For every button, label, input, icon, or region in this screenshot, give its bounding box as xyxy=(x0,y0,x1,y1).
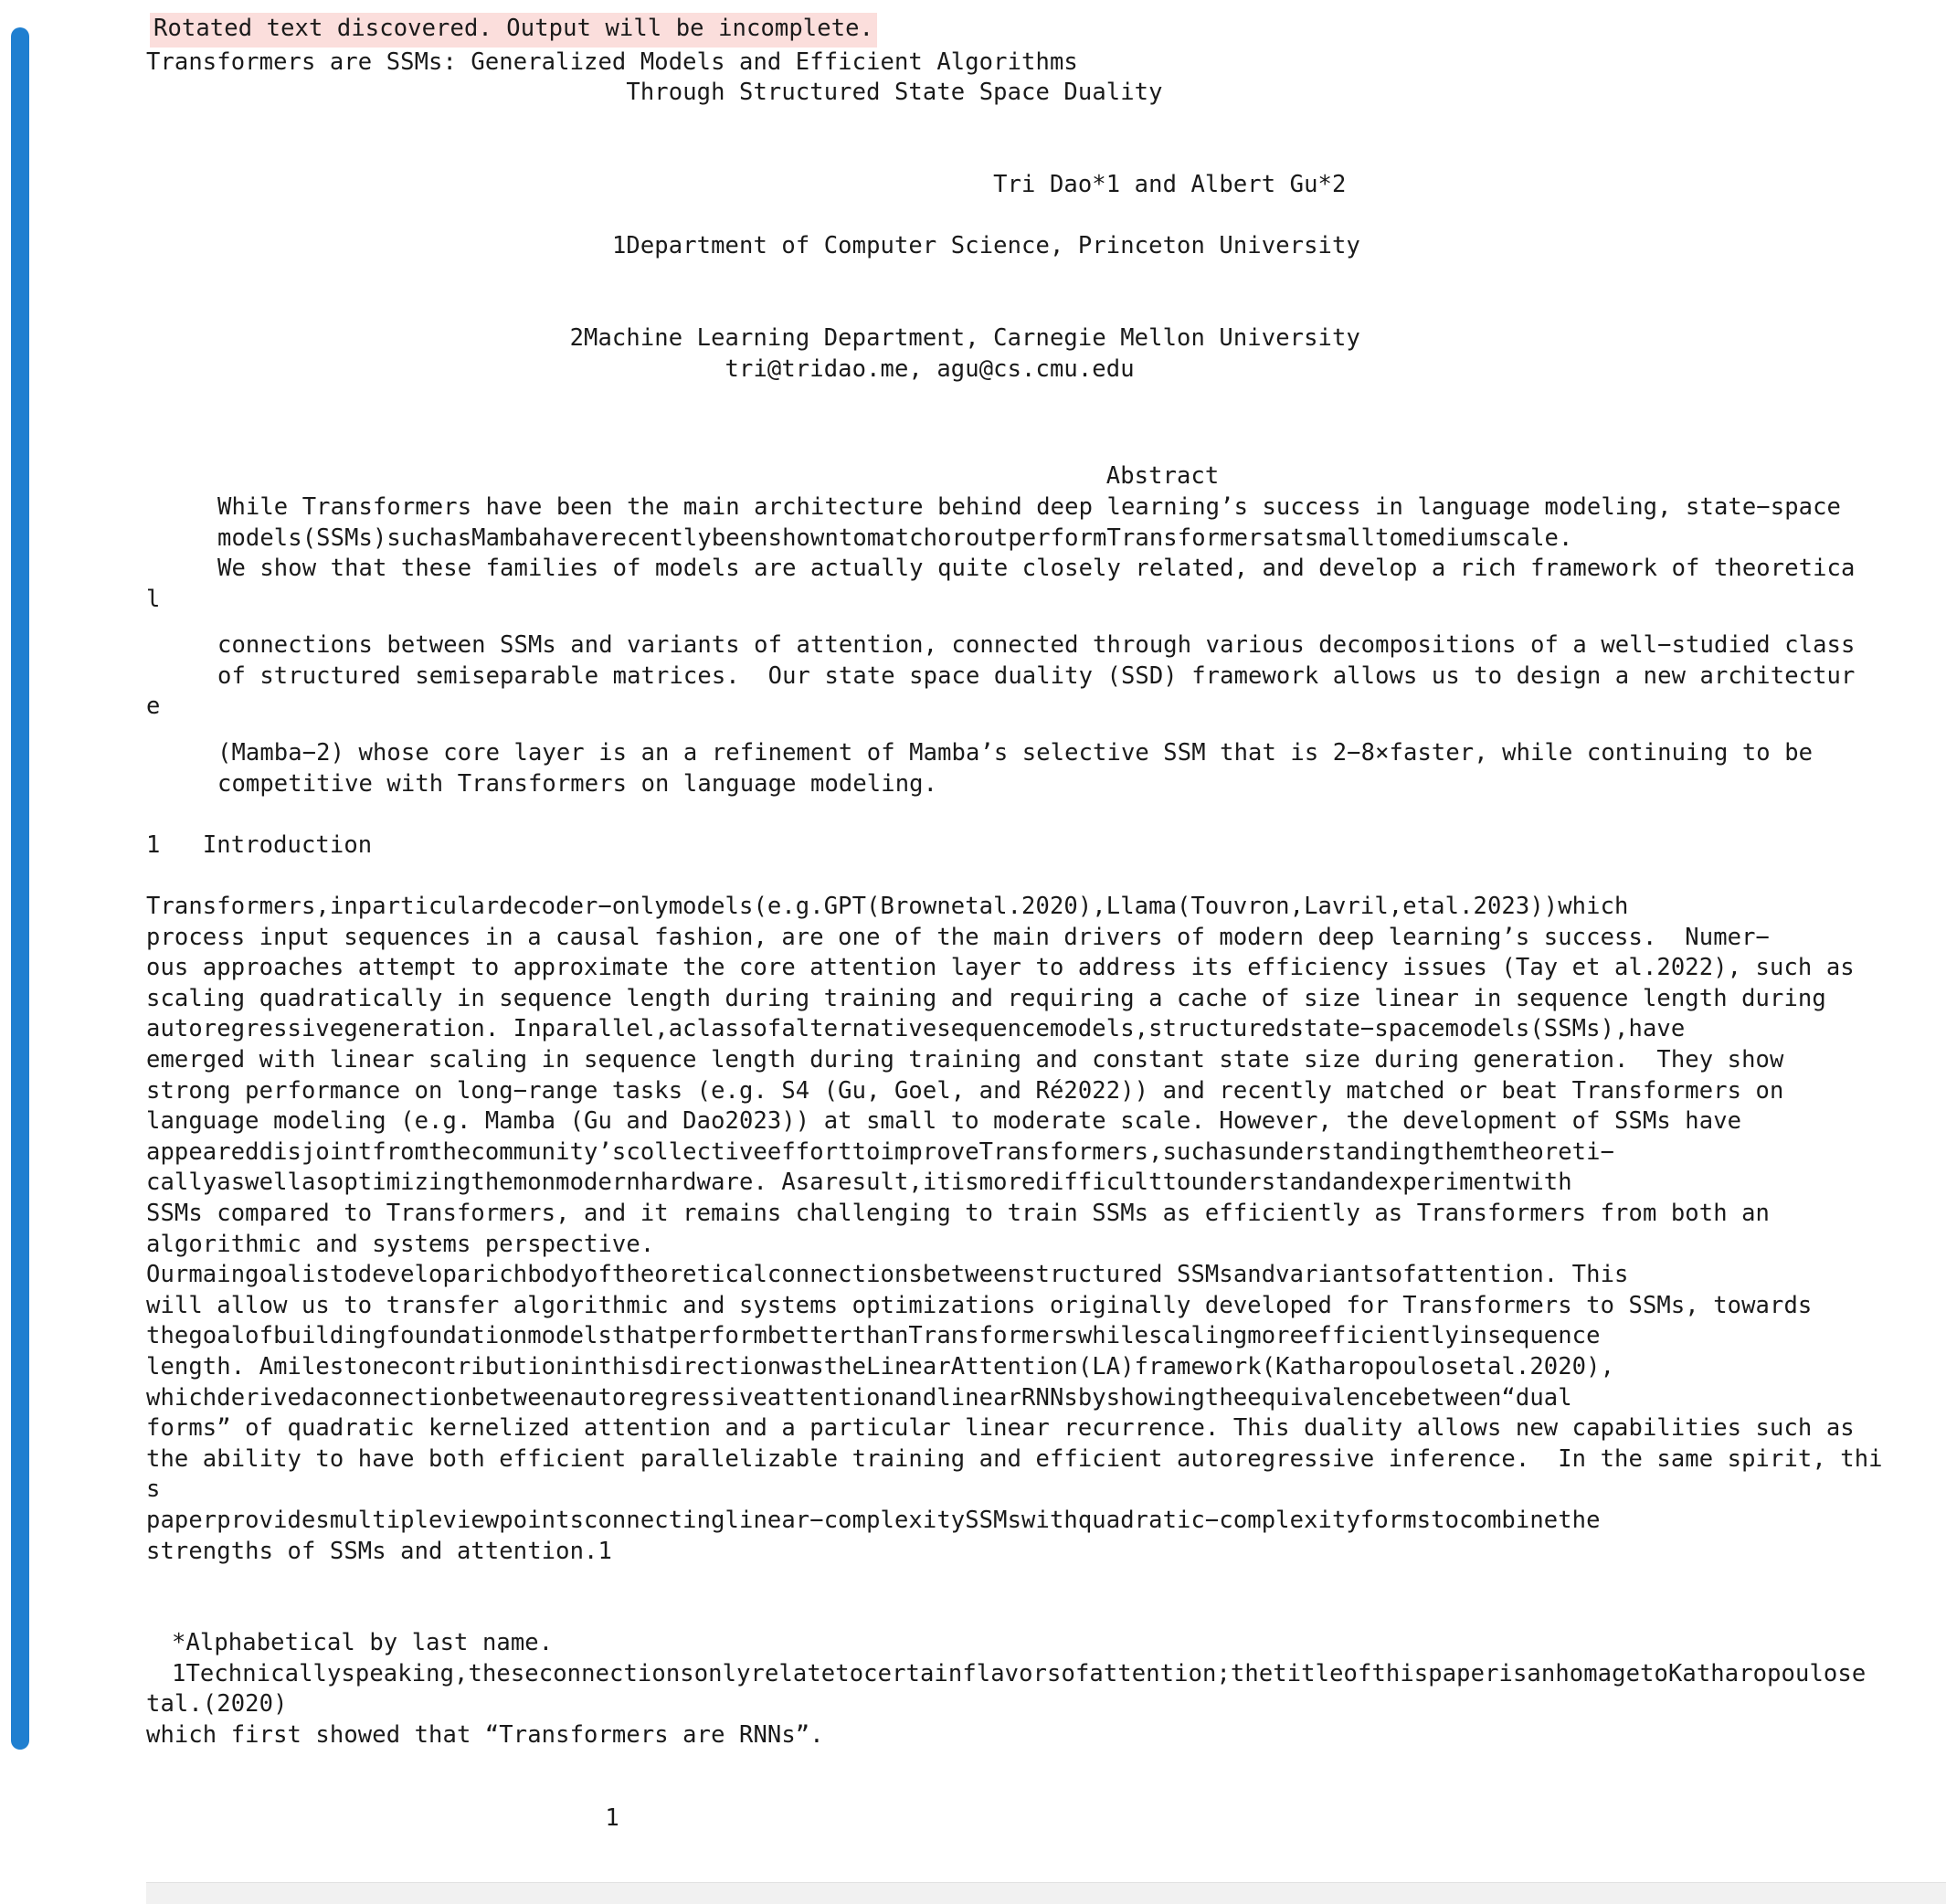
spacer xyxy=(146,1567,1946,1598)
body-line: s xyxy=(146,1476,161,1504)
abstract-line: models(SSMs)suchasMambahaverecentlybeenshowntomatchoroutperformTransformersatsmalltomediumscale. xyxy=(217,524,1573,552)
author-emails: tri@tridao.me, agu@cs.cmu.edu xyxy=(724,354,1135,383)
spacer xyxy=(146,139,1946,170)
affiliation-1: 1Department of Computer Science, Princeton University xyxy=(611,232,1360,260)
vertical-scrollbar[interactable] xyxy=(11,27,29,1750)
body-line: the ability to have both efficient parallelizable training and efficient autoregressive inference. In the same spirit, thi xyxy=(146,1444,1883,1473)
body-line: strong performance on long−range tasks (e.g. S4 (Gu, Goel, and Ré2022)) and recently matched or beat Transformers on xyxy=(146,1076,1784,1105)
abstract-line: competitive with Transformers on language modeling. xyxy=(217,769,938,798)
footnote-overflow-line: tal.(2020) xyxy=(146,1690,288,1719)
author-byline-row xyxy=(146,170,1946,201)
spacer xyxy=(146,861,1946,892)
abstract-line: of structured semiseparable matrices. Our state space duality (SSD) framework allows us to design a new architectur xyxy=(217,661,1856,690)
body-line: Transformers,inparticulardecoder−onlymodels(e.g.GPT(Brownetal.2020),Llama(Touvron,Lavril,etal.2023))which xyxy=(146,893,1629,921)
abstract-line: We show that these families of models are actually quite closely related, and develop a rich framework of theoretica xyxy=(217,555,1856,583)
paper-title-line-2 xyxy=(146,78,1946,109)
affiliation-1-row xyxy=(146,231,1946,262)
body-line: scaling quadratically in sequence length during training and requiring a cache of size linear in sequence length during xyxy=(146,984,1826,1012)
body-line: autoregressivegeneration. Inparallel,aclassofalternativesequencemodels,structuredstate−spacemodels(SSMs),have xyxy=(146,1015,1686,1043)
spacer xyxy=(146,416,1946,447)
body-line: SSMs compared to Transformers, and it remains challenging to train SSMs as efficiently as Transformers from both an xyxy=(146,1199,1771,1227)
body-line: process input sequences in a causal fashion, are one of the main drivers of modern deep learning’s success. Numer− xyxy=(146,923,1771,951)
body-line: callyaswellasoptimizingthemonmodernhardware. Asaresult,itismoredifficulttounderstandandexperimentwith xyxy=(146,1169,1572,1197)
paper-title-line-2-text: Through Structured State Space Duality xyxy=(626,79,1163,107)
body-line: length. AmilestonecontributioninthisdirectionwastheLinearAttention(LA)framework(Katharopoulosetal.2020), xyxy=(146,1352,1615,1380)
spacer xyxy=(146,109,1946,140)
body-line: will allow us to transfer algorithmic and systems optimizations originally developed for Transformers to SSMs, towards xyxy=(146,1291,1813,1319)
section-heading: Introduction xyxy=(202,830,373,859)
spacer xyxy=(146,1598,1946,1629)
page-number-row xyxy=(0,1804,1946,1832)
abstract-line: While Transformers have been the main architecture behind deep learning’s success in language modeling, state−space xyxy=(217,492,1842,521)
author-byline: Tri Dao*1 and Albert Gu*2 xyxy=(993,170,1347,198)
abstract-line: (Mamba−2) whose core layer is an a refinement of Mamba’s selective SSM that is 2−8×faster, while continuing to be xyxy=(217,739,1814,767)
body-line: paperprovidesmultipleviewpointsconnectinglinear−complexitySSMswithquadratic−complexityformstocombinethe xyxy=(146,1506,1601,1534)
body-line: language modeling (e.g. Mamba (Gu and Dao2023)) at small to moderate scale. However, the development of SSMs have xyxy=(146,1107,1742,1136)
footnote-line: *Alphabetical by last name. xyxy=(172,1629,554,1657)
abstract-heading-row xyxy=(146,461,1946,492)
affiliation-2: 2Machine Learning Department, Carnegie Mellon University xyxy=(569,323,1360,352)
spacer xyxy=(146,446,1946,461)
section-heading-row xyxy=(146,830,1946,862)
footnote-line: 1Technicallyspeaking,theseconnectionsonlyrelatetocertainflavorsofattention;thetitleofthispaperisanhomagetoKatharopoulose xyxy=(172,1659,1867,1687)
body-line: forms” of quadratic kernelized attention and a particular linear recurrence. This duality allows new capabilities such as xyxy=(146,1414,1855,1443)
footnote-line: which first showed that “Transformers are RNNs”. xyxy=(146,1721,824,1750)
abstract-overflow-line: l xyxy=(146,585,161,613)
body-line: thegoalofbuildingfoundationmodelsthatperformbetterthanTransformerswhilescalingmoreefficientlyinsequence xyxy=(146,1322,1601,1350)
spacer xyxy=(146,262,1946,293)
body-line: algorithmic and systems perspective. xyxy=(146,1230,655,1258)
spacer xyxy=(146,292,1946,323)
spacer xyxy=(146,723,1946,738)
body-line: Ourmaingoalistodeveloparichbodyoftheoreticalconnectionsbetweenstructured SSMsandvariantsofattention. This xyxy=(146,1261,1629,1289)
section-number: 1 xyxy=(146,830,161,859)
body-line: whichderivedaconnectionbetweenautoregressiveattentionandlinearRNNsbyshowingtheequivalencebetween“dual xyxy=(146,1383,1572,1412)
body-line: emerged with linear scaling in sequence length during training and constant state size during generation. They show xyxy=(146,1046,1784,1074)
spacer xyxy=(146,799,1946,830)
body-line: ous approaches attempt to approximate the core attention layer to address its efficiency issues (Tay et al.2022), such as xyxy=(146,954,1855,982)
paper-title-line-1: Transformers are SSMs: Generalized Models and Efficient Algorithms xyxy=(146,48,1078,76)
spacer xyxy=(146,201,1946,232)
page-bottom-edge xyxy=(146,1882,1946,1904)
extracted-text-page xyxy=(146,0,1946,1882)
body-line: appeareddisjointfromthecommunity’scollectiveefforttoimproveTransformers,suchasunderstandingthemtheoreti− xyxy=(146,1137,1615,1166)
page-number: 1 xyxy=(605,1804,619,1832)
abstract-overflow-line: e xyxy=(146,693,161,721)
rotated-text-warning-row xyxy=(150,13,1946,48)
body-line: strengths of SSMs and attention.1 xyxy=(146,1537,612,1565)
abstract-heading: Abstract xyxy=(1105,462,1220,491)
emails-row xyxy=(146,354,1946,386)
abstract-line: connections between SSMs and variants of attention, connected through various decompositions of a well−studied class xyxy=(217,631,1856,660)
spacer xyxy=(146,385,1946,416)
rotated-text-warning: Rotated text discovered. Output will be incomplete. xyxy=(150,13,877,48)
affiliation-2-row xyxy=(146,323,1946,354)
spacer xyxy=(146,615,1946,630)
